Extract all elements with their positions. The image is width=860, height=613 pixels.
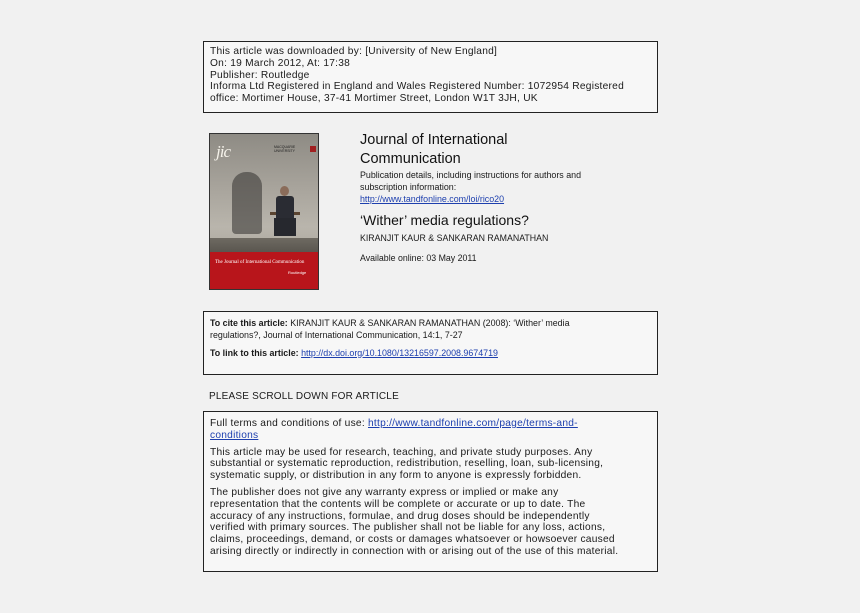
citation-box	[203, 311, 658, 375]
cite-text-line2: regulations?, Journal of International Communication, 14:1, 7-27	[210, 329, 463, 340]
doi-link[interactable]: http://dx.doi.org/10.1080/13216597.2008.9674719	[301, 347, 498, 358]
cite-text-line1: KIRANJIT KAUR & SANKARAN RAMANATHAN (2008): ‘Wither’ media	[287, 318, 570, 328]
article-authors: KIRANJIT KAUR & SANKARAN RAMANATHAN	[360, 233, 549, 243]
usage-line1: This article may be used for research, teaching, and private study purposes. Any	[210, 446, 593, 458]
disclaimer-paragraph	[210, 487, 651, 558]
usage-paragraph	[210, 447, 651, 482]
usage-line2: substantial or systematic reproduction, redistribution, reselling, loan, sub-licensing,	[210, 458, 604, 470]
cover-person-body	[276, 196, 294, 218]
cover-person-head	[280, 186, 289, 196]
terms-link-part1[interactable]: http://www.tandfonline.com/page/terms-and-	[368, 418, 578, 429]
publication-details-line1: Publication details, including instructions for authors and	[360, 170, 582, 180]
cover-publisher-mark: Routledge	[288, 270, 307, 275]
download-date-line: On: 19 March 2012, At: 17:38	[210, 57, 351, 69]
terms-link-part2[interactable]: conditions	[210, 429, 259, 441]
publisher-line: Publisher: Routledge	[210, 69, 310, 81]
cover-university-mark: MACQUARIE UNIVERSITY	[274, 145, 296, 153]
registration-line: Informa Ltd Registered in England and Wales Registered Number: 1072954 Registered	[210, 81, 625, 93]
journal-title-line1: Journal of International	[360, 132, 508, 148]
disclaimer-line1: The publisher does not give any warranty express or implied or make any	[210, 486, 559, 498]
scroll-notice: PLEASE SCROLL DOWN FOR ARTICLE	[209, 391, 399, 402]
publication-details	[360, 170, 650, 205]
disclaimer-line4: verified with primary sources. The publisher shall not be liable for any loss, actions,	[210, 522, 606, 534]
cover-jic-logo: jic	[216, 142, 230, 161]
cite-label: To cite this article:	[210, 318, 288, 328]
downloaded-by-line: This article was downloaded by: [University of New England]	[210, 46, 498, 57]
disclaimer-line5: claims, proceedings, demand, or costs or damages whatsoever or howsoever caused	[210, 534, 615, 546]
terms-intro	[210, 418, 651, 442]
usage-line3: systematic supply, or distribution in any form to anyone is expressly forbidden.	[210, 470, 582, 482]
cover-shadow-figure	[232, 172, 262, 234]
journal-title	[360, 131, 620, 169]
journal-cover-image	[209, 133, 319, 290]
cite-line1	[210, 318, 651, 330]
terms-box	[203, 411, 658, 572]
download-notice-box	[203, 41, 658, 113]
journal-title-line2: Communication	[360, 151, 461, 167]
publication-details-line2: subscription information:	[360, 181, 457, 192]
article-title: ‘Wither’ media regulations?	[360, 212, 529, 228]
cover-university-emblem	[310, 146, 316, 152]
terms-intro-text: Full terms and conditions of use:	[210, 418, 368, 429]
cover-band-title: The Journal of International Communication	[215, 260, 305, 265]
journal-info-link[interactable]: http://www.tandfonline.com/loi/rico20	[360, 193, 505, 204]
link-label: To link to this article:	[210, 347, 302, 358]
cover-floor	[210, 238, 318, 252]
disclaimer-line6: arising directly or indirectly in connection with or arising out of the use of this material.	[210, 545, 619, 557]
link-line	[210, 348, 651, 360]
disclaimer-line3: accuracy of any instructions, formulae, and drug doses should be independently	[210, 510, 590, 522]
available-online-date: Available online: 03 May 2011	[360, 253, 477, 263]
disclaimer-line2: representation that the contents will be complete or accurate or up to date. The	[210, 498, 586, 510]
cover-person-legs	[274, 218, 296, 236]
office-address-line: office: Mortimer House, 37-41 Mortimer Street, London W1T 3JH, UK	[210, 93, 538, 105]
